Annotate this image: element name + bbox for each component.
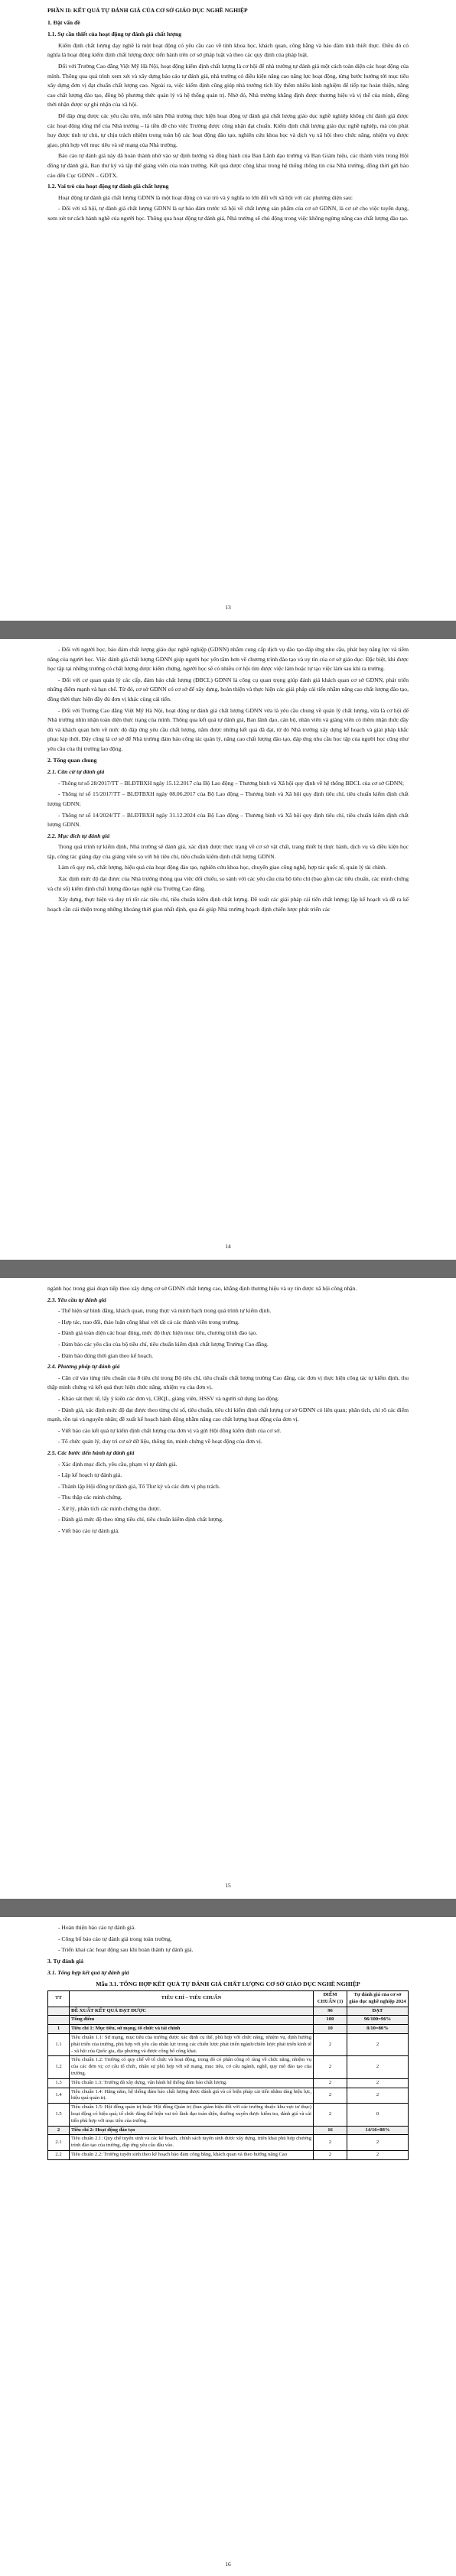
paragraph: - Khảo sát thực tế, lấy ý kiến các đơn vị, CBQL, giảng viên, HSSV và người sử dụng lao động. (58, 1394, 279, 1402)
list-item: - Viết báo cáo tự đánh giá. (58, 1527, 120, 1535)
self-assessment-summary-table (47, 1990, 409, 2160)
row-criteria: Tiêu chuẩn 1.1: Sứ mạng, mục tiêu của trường được xác định cụ thể, phù hợp với chức năng, nhiệm vụ, định hướng phát triển của trường, phù hợp với yêu cầu nhân lực trong các chiến lược phát triển ngành/chiến lược phát triển kinh tế - xã hội của Quốc gia, địa phương và được công bố công khai. (70, 2033, 314, 2055)
row-self-score: 2 (347, 2088, 409, 2104)
row-criteria: Tiêu chuẩn 1.5: Hội đồng quản trị hoặc Hội đồng Quản trị (ban giám hiệu đối với các trường thuộc khu vực tư thục) hoạt động có hiệu quả; tổ chức đảng thể hiện vai trò lãnh đạo toàn diện, thường xuyên được kiểm tra, đánh giá và cải tiến phù hợp với mục tiêu của trường. (70, 2104, 314, 2126)
row-self-score: ĐẠT (347, 2007, 409, 2016)
row-number: 2 (48, 2126, 70, 2135)
paragraph: Xác định mức độ đạt được của Nhà trường thông qua việc đối chiếu, so sánh với các yêu cầu của bộ tiêu chí (bao gồm các tiêu chuẩn, các minh chứng và chỉ số) kiểm định chất lượng đào tạo nghề của Trường Cao đẳng. (47, 875, 409, 892)
paragraph: Đối với Trường Cao đẳng Việt Mỹ Hà Nội, hoạt động kiểm định chất lượng là cơ hội để nhà trường tự đánh giá một cách toàn diện các hoạt động của mình. Thông qua quá trình xem xét và xây dựng báo cáo tự đánh giá, nhà trường có điều kiện nâng cao năng lực hoạt động, từng bước hướng tới mục tiêu xây dựng đơn vị đạt chuẩn chất lượng cao. Ngoài ra, việc kiểm định cũng giúp nhà trường tích lũy thêm nhiều kinh nghiệm để tiếp tục hoàn thiện, nâng cao chất lượng đào tạo, đồng bộ phương thức quản lý và hệ thống quản trị. Nhờ đó, Nhà trường khẳng định được thương hiệu và vị thế của mình, đồng thời nhận được sự ghi nhận của xã hội. (47, 62, 409, 109)
row-criteria: Tiêu chuẩn 2.1: Quy chế tuyển sinh và các kế hoạch, chính sách tuyển sinh được xây dựng, triển khai phù hợp chương trình đào tạo của trường, đáp ứng yêu cầu đầu vào. (70, 2135, 314, 2151)
header-stt: TT (48, 1990, 70, 2007)
section-heading: 2. Tổng quan chung (47, 756, 97, 764)
list-item: - Hoàn thiện báo cáo tự đánh giá. (58, 1924, 136, 1931)
section-heading: 3. Tự đánh giá (47, 1957, 84, 1964)
subsection-heading: 1.2. Vai trò của hoạt động tự đánh giá chất lượng (47, 183, 169, 190)
row-number (48, 2016, 70, 2025)
row-standard-score: 2 (314, 2135, 347, 2151)
row-self-score: 96/100=96% (347, 2016, 409, 2025)
row-number: 1.4 (48, 2088, 70, 2104)
header-standard-score: ĐIỂM CHUẨN (1) (314, 1990, 347, 2007)
list-item: - Đánh giá mức độ theo từng tiêu chí, tiêu chuẩn kiểm định chất lượng. (58, 1516, 223, 1523)
paragraph: Báo cáo tự đánh giá này đã hoàn thành nhờ vào sự định hướng và đồng hành của Ban Lãnh đạo trường và Ban Giám hiệu, các thành viên trong Hội đồng tự đánh giá, Ban thư ký và tập thể giảng viên của toàn trường. Kết quả được công khai trong hệ thống thông tin của Nhà trường, đồng thời gửi báo cáo đến Cục GDNN – GDTX. (47, 152, 409, 179)
row-self-score: 14/16=88% (347, 2126, 409, 2135)
table-row (48, 2088, 409, 2104)
row-criteria: ĐỀ XUẤT KẾT QUẢ ĐẠT ĐƯỢC (70, 2007, 314, 2016)
paragraph: - Đánh giá, xác định mức độ đạt được theo từng chỉ số, tiêu chuẩn, tiêu chí kiểm định chất lượng cơ sở GDNN có liên quan; phân tích, chỉ rõ các điểm mạnh, tồn tại và nguyên nhân; đề xuất kế hoạch hành động nhằm nâng cao chất lượng hoạt động của đơn vị. (47, 1406, 409, 1423)
paragraph: - Thể hiện sự bình đẳng, khách quan, trung thực và minh bạch trong quá trình tự kiểm định. (58, 1307, 272, 1315)
subsection-heading: 2.4. Phương pháp tự đánh giá (47, 1363, 120, 1371)
table-row (48, 2078, 409, 2088)
row-standard-score: 2 (314, 2033, 347, 2055)
document-page-13 (0, 0, 456, 621)
document-page-15 (0, 1278, 456, 1899)
row-self-score: 8/10=80% (347, 2025, 409, 2034)
paragraph: Xây dựng, thực hiện và duy trì tốt các tiêu chí, tiêu chuẩn kiểm định chất lượng. Đề xuất các giải pháp cải tiến chất lượng; lập kế hoạch và đề ra kế hoạch cần cải thiện trong những khoảng thời gian nhất định, qua đó giúp Nhà trường hoạch định chiến lược phát triển các (47, 896, 409, 913)
row-self-score: 2 (347, 2150, 409, 2159)
row-standard-score: 10 (314, 2025, 347, 2034)
paragraph: - Đối với xã hội, tự đánh giá chất lượng GDNN là sự bảo đảm trước xã hội về chất lượng sản phẩm của cơ sở GDNN, là cơ sở cho việc tuyển dụng, xem xét tư cách hành nghề của người học. Thông qua hoạt động tự đánh giá, Nhà trường sẽ chủ động trong việc không ngừng nâng cao chất lượng đào tạo. (47, 205, 409, 222)
row-criteria: Tiêu chuẩn 1.2: Trường có quy chế về tổ chức và hoạt động, trong đó có phân công rõ ràng về chức năng, nhiệm vụ của các đơn vị; cơ cấu tổ chức, nhân sự phù hợp với sứ mạng, mục tiêu, cơ cấu ngành, nghề, quy mô đào tạo của trường. (70, 2056, 314, 2078)
row-number: 1.5 (48, 2104, 70, 2126)
page-number: 16 (225, 2561, 231, 2568)
table-row (48, 2056, 409, 2078)
row-standard-score: 2 (314, 2104, 347, 2126)
subsection-heading: 3.1. Tổng hợp kết quả tự đánh giá (47, 1969, 129, 1977)
table-row (48, 2016, 409, 2025)
paragraph: Làm rõ quy mô, chất lượng, hiệu quả của hoạt động đào tạo, nghiên cứu khoa học, chuyển giao công nghệ, hợp tác quốc tế, quản lý tài chính. (58, 864, 387, 871)
list-item: - Thu thập các minh chứng. (58, 1494, 122, 1501)
list-item: - Lập kế hoạch tự đánh giá. (58, 1471, 122, 1479)
paragraph: - Viết báo cáo kết quả tự kiểm định chất lượng của đơn vị và gửi Hội đồng kiểm định của cơ sở. (58, 1426, 282, 1434)
row-self-score: 2 (347, 2033, 409, 2055)
table-row (48, 2126, 409, 2135)
table-row (48, 2007, 409, 2016)
part-title: PHẦN II: KẾT QUẢ TỰ ĐÁNH GIÁ CỦA CƠ SỞ GIÁO DỤC NGHỀ NGHIỆP (47, 7, 248, 14)
subsection-heading: 2.5. Các bước tiến hành tự đánh giá (47, 1449, 135, 1456)
paragraph: ngành học trong giai đoạn tiếp theo xây dựng cơ sở GDNN chất lượng cao, khẳng định thương hiệu và uy tín được xã hội công nhận. (47, 1285, 357, 1292)
row-self-score: 2 (347, 2078, 409, 2088)
row-criteria: Tiêu chuẩn 1.3: Trường đã xây dựng, vận hành hệ thống đảm bảo chất lượng. (70, 2078, 314, 2088)
row-standard-score: 16 (314, 2126, 347, 2135)
row-criteria: Tiêu chí 1: Mục tiêu, sứ mạng, tổ chức và tài chính (70, 2025, 314, 2034)
paragraph: - Đảm bảo đúng thời gian theo kế hoạch. (58, 1351, 154, 1359)
table-row (48, 2033, 409, 2055)
section-heading: 1. Đặt vấn đề (47, 18, 80, 26)
row-standard-score: 2 (314, 2078, 347, 2088)
row-standard-score: 100 (314, 2016, 347, 2025)
row-standard-score: 2 (314, 2150, 347, 2159)
subsection-heading: 2.2. Mục đích tự đánh giá (47, 832, 110, 839)
paragraph: - Đánh giá toàn diện các hoạt động, mức độ thực hiện mục tiêu, chương trình đào tạo. (58, 1329, 258, 1337)
row-self-score: 2 (347, 2056, 409, 2078)
header-criteria: TIÊU CHÍ – TIÊU CHUẨN (70, 1990, 314, 2007)
paragraph: - Đối với Trường Cao đẳng Việt Mỹ Hà Nội, hoạt động tự đánh giá chất lượng GDNN vừa là yêu cầu chung về quản lý chất lượng, vừa là cơ hội để Nhà trường nhìn nhận toàn diện thực trạng của mình. Thông qua kết quả tự đánh giá, Ban lãnh đạo, cán bộ, nhân viên và giảng viên có thêm nhận thức đầy đủ và khách quan hơn về mức độ đáp ứng yêu cầu chất lượng, nắm được những kết quả đã đạt, từ đó Nhà trường xây dựng kế hoạch và giải pháp khắc phục kịp thời. Đây cũng là cơ sở để Nhà trường đảm bảo công tác quản lý, nâng cao chất lượng đào tạo, đáp ứng nhu cầu học tập của người học cũng như yêu cầu của thị trường lao động. (47, 706, 409, 752)
row-criteria: Tiêu chuẩn 2.2: Trường tuyển sinh theo kế hoạch bảo đảm công bằng, khách quan và theo hướng nâng Cao (70, 2150, 314, 2159)
paragraph: Để đáp ứng được các yêu cầu trên, mỗi năm Nhà trường thực hiện hoạt động tự đánh giá chất lượng giáo dục nghề nghiệp không chỉ đánh giá được các hoạt động tổng thể của Nhà trường – là tiền đề cho việc Trường được công nhận đạt chuẩn. Kiểm định chất lượng giáo dục nghề nghiệp, mà còn phát huy được tinh tự chủ, tự chịu trách nhiệm trong toàn bộ các hoạt động đào tạo, nghiên cứu khoa học và dịch vụ xã hội theo chức năng, nhiệm vụ được giao, phù hợp với mục tiêu và sứ mạng của Nhà trường. (47, 112, 409, 148)
row-standard-score: 2 (314, 2056, 347, 2078)
row-criteria: Tiêu chí 2: Hoạt động đào tạo (70, 2126, 314, 2135)
row-criteria: Tổng điểm (70, 2016, 314, 2025)
header-self-score: Tự đánh giá của cơ sở giáo dục nghề nghiệp 2024 (347, 1990, 409, 2007)
paragraph: - Đảm bảo các yêu cầu của bộ tiêu chí, tiêu chuẩn kiểm định chất lượng Trường Cao đẳng. (58, 1340, 269, 1348)
page-number: 14 (225, 1243, 231, 1251)
paragraph: - Thông tư số 28/2017/TT – BLĐTBXH ngày 15.12.2017 của Bộ Lao động – Thương binh và Xã hội quy định về hệ thống BĐCL của cơ sở GDNN; (58, 779, 404, 787)
subsection-heading: 1.1. Sự cần thiết của hoạt động tự đánh giá chất lượng (47, 31, 182, 38)
row-number: 1.3 (48, 2078, 70, 2088)
page-number: 13 (225, 604, 231, 612)
page-number: 15 (225, 1882, 231, 1890)
paragraph: - Thông tư số 15/2017/TT – BLĐTBXH ngày 08.06.2017 của Bộ Lao động – Thương binh và Xã hội quy định tiêu chí, tiêu chuẩn kiểm định chất lượng GDNN; (47, 790, 409, 807)
table-row (48, 2135, 409, 2151)
list-item: - Xử lý, phân tích các minh chứng thu được. (58, 1504, 161, 1512)
document-page-14 (0, 639, 456, 1260)
row-criteria: Tiêu chuẩn 1.4: Hằng năm, hệ thống đảm bảo chất lượng được đánh giá và có biện pháp cải tiến nhằm tăng hiệu lực, hiệu quả quản trị. (70, 2088, 314, 2104)
list-item: - Công bố báo cáo tự đánh giá trong toàn trường. (58, 1935, 172, 1942)
row-self-score: 2 (347, 2135, 409, 2151)
table-header-row (48, 1990, 409, 2007)
list-item: - Triển khai các hoạt động sau khi hoàn thành tự đánh giá. (58, 1946, 194, 1954)
row-number: 1 (48, 2025, 70, 2034)
paragraph: - Đối với người học, bảo đảm chất lượng giáo dục nghề nghiệp (GDNN) nhằm cung cấp dịch vụ đào tạo đáp ứng nhu cầu, phát huy năng lực và tiềm năng của người học. Việc đánh giá chất lượng GDNN giúp người học yên tâm hơn về chương trình đào tạo và uy tín của cơ sở giáo dục. Đặc biệt, khi được học tập tại những trường có chất lượng được kiểm chứng, người học sẽ có nhiều cơ hội tìm được việc làm hoặc tự tạo việc làm sau khi ra trường. (47, 646, 409, 673)
paragraph: Hoạt động tự đánh giá chất lượng GDNN là một hoạt động có vai trò và ý nghĩa to lớn đối với xã hội với các phương diện sau: (58, 193, 353, 201)
paragraph: - Đối với cơ quan quản lý các cấp, đảm bảo chất lượng (ĐBCL) GDNN là công cụ quan trọng giúp đánh giá khách quan cơ sở GDNN, phát triển những điểm mạnh và hạn chế. Từ đó, cơ sở GDNN có cơ sở để xây dựng, hoàn thiện và thực hiện các giải pháp cải tiến nhằm nâng cao chất lượng đào tạo, đồng thời thực hiện đầy đủ đơn vị khác cùng cải tiến. (47, 676, 409, 702)
row-number: 2.2 (48, 2150, 70, 2159)
table-row (48, 2025, 409, 2034)
paragraph: - Hợp tác, trao đổi, thảo luận công khai với tất cả các thành viên trong trường. (58, 1318, 239, 1325)
row-number: 2.1 (48, 2135, 70, 2151)
subsection-heading: 2.3. Yêu cầu tự đánh giá (47, 1296, 106, 1303)
table-row (48, 2150, 409, 2159)
paragraph: Kiểm định chất lượng dạy nghề là một hoạt động có yêu cầu cao về tính khoa học, khách quan, công bằng và bảo đảm tính thiết thực. Điều đó có nghĩa là hoạt động kiểm định chất lượng được tiến hành trên cơ sở pháp luật và theo các quy định của pháp luật. (47, 41, 409, 59)
paragraph: Trong quá trình tự kiểm định, Nhà trường sẽ đánh giá, xác định được thực trạng về cơ sở vật chất, trang thiết bị thực hành, dịch vụ và điều kiện học tập, công tác giảng dạy của giảng viên so với bộ tiêu chí, tiêu chuẩn kiểm định chất lượng GDNN. (47, 843, 409, 860)
paragraph: - Thông tư số 14/2024/TT – BLĐTBXH ngày 31.12.2024 của Bộ Lao động – Thương binh và Xã hội quy định tiêu chí, tiêu chuẩn kiểm định chất lượng GDNN. (47, 811, 409, 829)
row-standard-score: 96 (314, 2007, 347, 2016)
row-number (48, 2007, 70, 2016)
row-number: 1.2 (48, 2056, 70, 2078)
paragraph: - Căn cứ vào từng tiêu chuẩn của 8 tiêu chí trong Bộ tiêu chí, tiêu chuẩn chất lượng trường Cao đẳng, các đơn vị thực hiện công tác tự kiểm định, thu thập minh chứng và kết quả thực hiện chức năng, nhiệm vụ của đơn vị. (47, 1374, 409, 1391)
table-title: Mẫu 3.1. TỔNG HỢP KẾT QUẢ TỰ ĐÁNH GIÁ CHẤT LƯỢNG CƠ SỞ GIÁO DỤC NGHỀ NGHIỆP (96, 1980, 360, 1987)
subsection-heading: 2.1. Căn cứ tự đánh giá (47, 768, 105, 776)
row-standard-score: 2 (314, 2088, 347, 2104)
table-row (48, 2104, 409, 2126)
list-item: - Xác định mục đích, yêu cầu, phạm vi tự đánh giá. (58, 1460, 178, 1468)
row-number: 1.1 (48, 2033, 70, 2055)
list-item: - Thành lập Hội đồng tự đánh giá, Tổ Thư ký và các đơn vị phụ trách. (58, 1482, 220, 1490)
paragraph: - Tổ chức quản lý, duy trì cơ sở dữ liệu, thông tin, minh chứng về hoạt động của đơn vị. (58, 1438, 262, 1445)
row-self-score: 0 (347, 2104, 409, 2126)
document-page-16 (0, 1917, 456, 2576)
